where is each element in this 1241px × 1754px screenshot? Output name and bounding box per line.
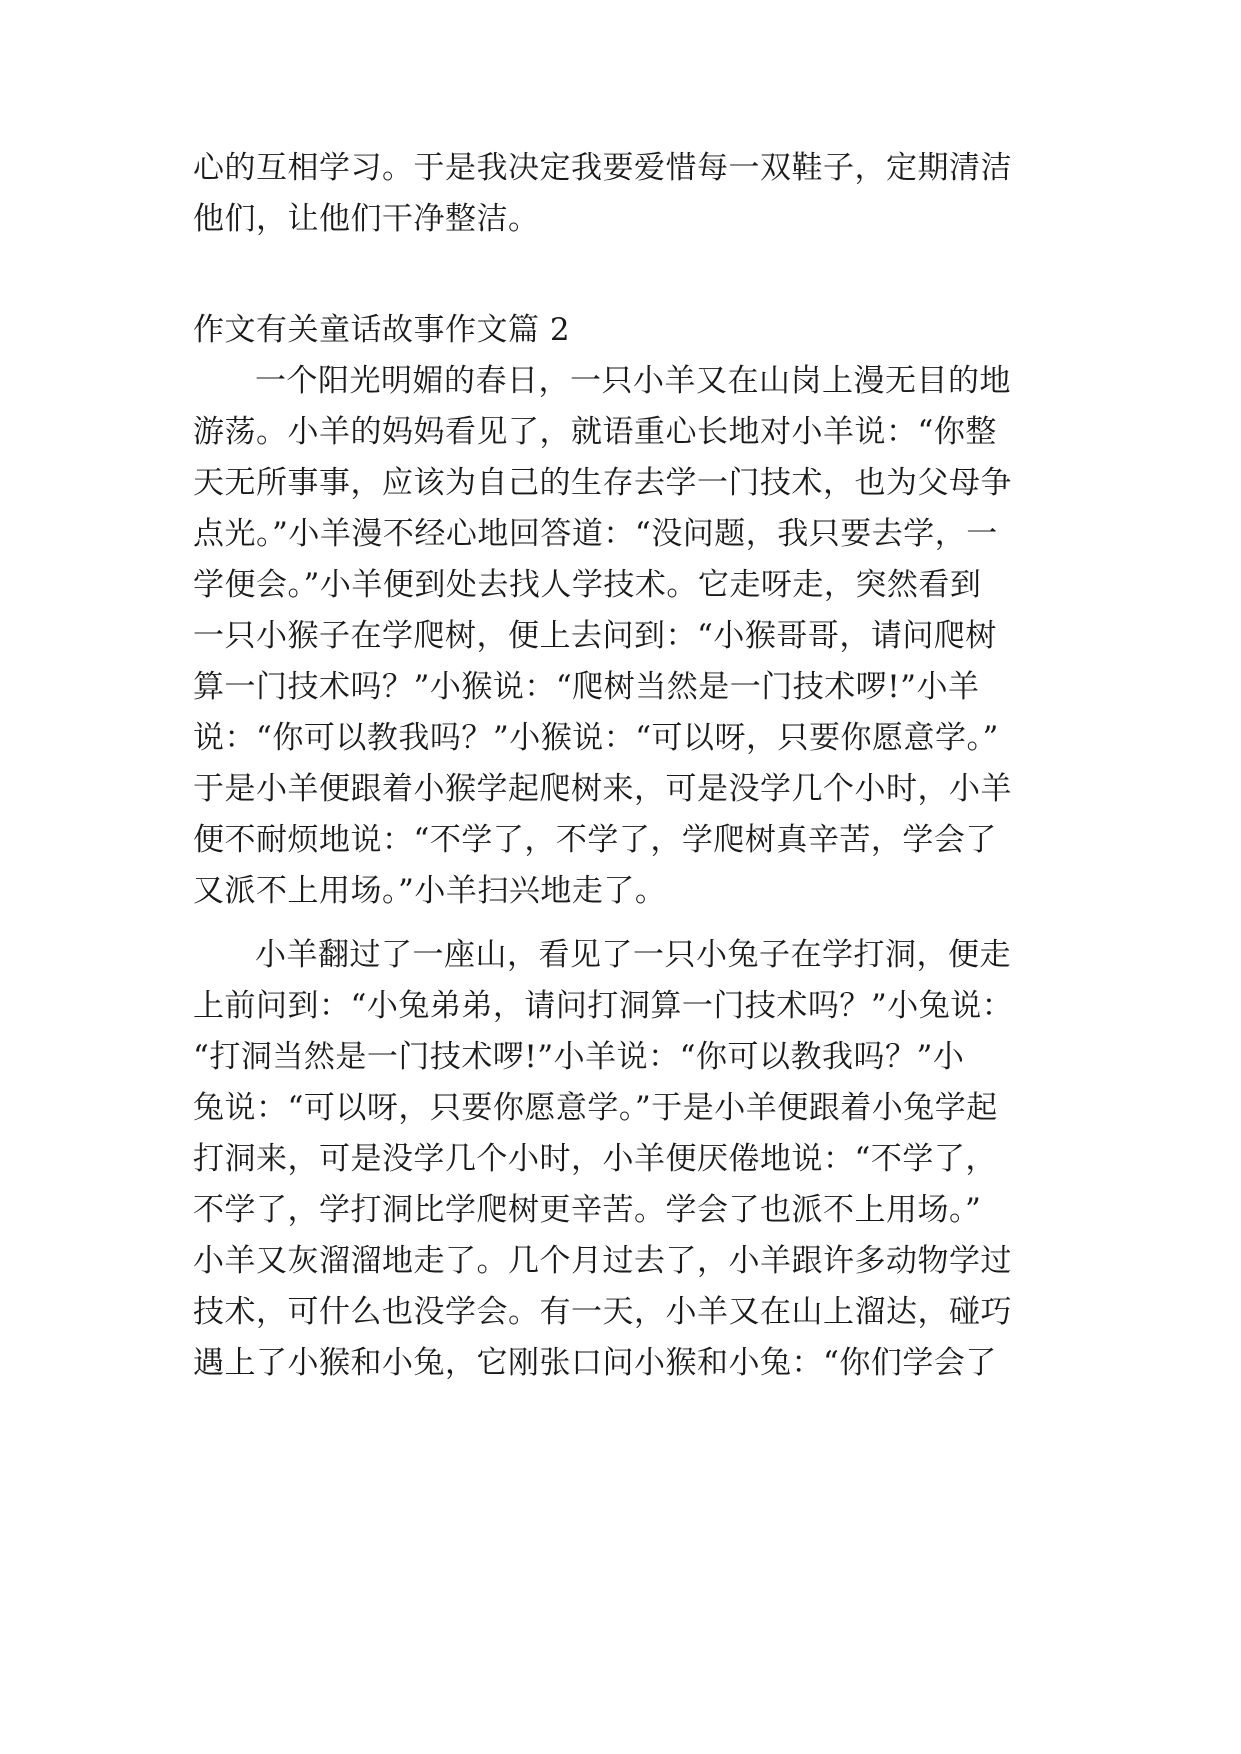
paragraph-3-line-5: 打洞来，可是没学几个小时，小羊便厌倦地说：“不学了， xyxy=(193,1141,997,1177)
paragraph-2-line-9: 于是小羊便跟着小猴学起爬树来，可是没学几个小时，小羊 xyxy=(193,771,1012,807)
paragraph-3-line-3: “打洞当然是一门技术啰!”小羊说：“你可以教我吗？”小 xyxy=(193,1039,965,1075)
paragraph-3-line-1: 小羊翻过了一座山，看见了一只小兔子在学打洞，便走 xyxy=(255,937,1011,973)
paragraph-3-line-2: 上前问到：“小兔弟弟，请问打洞算一门技术吗？”小兔说： xyxy=(193,988,1014,1024)
paragraph-2-line-8: 说：“你可以教我吗？”小猴说：“可以呀，只要你愿意学。” xyxy=(193,720,999,756)
paragraph-3-line-9: 遇上了小猴和小兔，它刚张口问小猴和小兔：“你们学会了 xyxy=(193,1345,997,1381)
paragraph-2-line-7: 算一门技术吗？”小猴说：“爬树当然是一门技术啰!”小羊 xyxy=(193,669,980,705)
paragraph-2-line-5: 学便会。”小羊便到处去找人学技术。它走呀走，突然看到 xyxy=(193,567,982,603)
paragraph-2-line-11: 又派不上用场。”小羊扫兴地走了。 xyxy=(193,873,667,909)
paragraph-1-line-1: 心的互相学习。于是我决定我要爱惜每一双鞋子，定期清洁 xyxy=(193,150,1012,186)
paragraph-2-line-10: 便不耐烦地说：“不学了，不学了，学爬树真辛苦，学会了 xyxy=(193,822,997,858)
paragraph-3-line-8: 技术，可什么也没学会。有一天，小羊又在山上溜达，碰巧 xyxy=(193,1294,1012,1330)
paragraph-3-line-6: 不学了，学打洞比学爬树更辛苦。学会了也派不上用场。” xyxy=(193,1192,982,1228)
section-title: 作文有关童话故事作文篇 2 xyxy=(193,312,571,348)
paragraph-2-line-2: 游荡。小羊的妈妈看见了，就语重心长地对小羊说：“你整 xyxy=(193,414,997,450)
paragraph-2-line-3: 天无所事事，应该为自己的生存去学一门技术，也为父母争 xyxy=(193,465,1012,501)
paragraph-3-line-4: 兔说：“可以呀，只要你愿意学。”于是小羊便跟着小兔学起 xyxy=(193,1090,998,1126)
paragraph-2-line-1: 一个阳光明媚的春日，一只小羊又在山岗上漫无目的地 xyxy=(255,363,1011,399)
paragraph-2-line-6: 一只小猴子在学爬树，便上去问到：“小猴哥哥，请问爬树 xyxy=(193,618,997,654)
paragraph-1-line-2: 他们，让他们干净整洁。 xyxy=(193,201,540,237)
paragraph-2-line-4: 点光。”小羊漫不经心地回答道：“没问题，我只要去学，一 xyxy=(193,516,998,552)
paragraph-3-line-7: 小羊又灰溜溜地走了。几个月过去了，小羊跟许多动物学过 xyxy=(193,1243,1012,1279)
